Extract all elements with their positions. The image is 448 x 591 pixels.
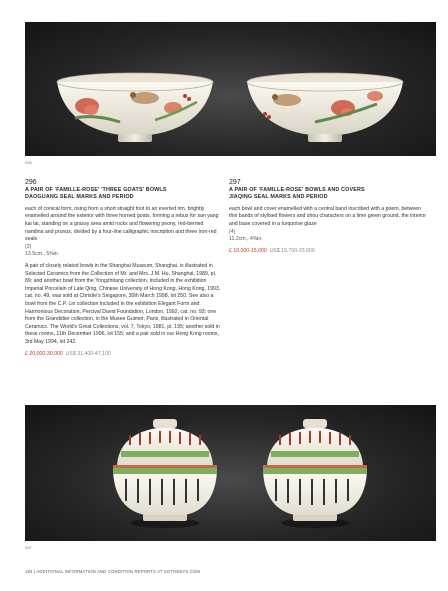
lot-quantity: (2): [25, 243, 32, 250]
right-goat-bowl: [247, 73, 403, 142]
lot-title: A PAIR OF 'FAMILLE-ROSE' BOWLS AND COVERS: [229, 187, 365, 193]
lot-estimate: [25, 351, 223, 359]
lot-title: A PAIR OF 'FAMILLE-ROSE' 'THREE GOATS' BOWLS: [25, 187, 167, 193]
figure-number-bottom: 297: [25, 545, 32, 550]
goat-bowls-illustration: [25, 22, 436, 156]
lot-296: [25, 178, 223, 358]
lot-description: each bowl and cover enamelled with a central band inscribed with a poem, between thin bands of stylised flowers and shou characters on a lime green ground, the interior and base covered in a turquoise glaze: [229, 205, 426, 227]
right-covered-bowl: [263, 419, 367, 528]
left-covered-bowl: [113, 419, 217, 528]
page-footer: 184 | ADDITIONAL INFORMATION AND CONDITION REPORTS AT SOTHEBYS.COM: [25, 569, 201, 574]
estimate-gbp: £ 20,000-30,000: [25, 350, 63, 357]
lot-subtitle: DAOGUANG SEAL MARKS AND PERIOD: [25, 194, 134, 201]
estimate-usd: US$ 15,700-23,600: [269, 247, 315, 254]
lot-number: 296: [25, 179, 37, 186]
lot-note: A pair of closely related bowls in the Shanghai Museum, Shanghai, is illustrated in Selected Ceramics from the Collection of Mr. and Mrs. J.M. Hu, Shanghai, 1989, pl. 89; and another bowl from the Yongzhitang collection, included in the exhibition Imperial Porcelain of Late Qing, Chinese University of Hong Kong, Hong Kong, 1993, cat. no. 49, was sold at Christie's Singapore, 30th March 1998, lot 250. See also a bowl from the C.P. Lin collection included in the exhibition Elegant Form and Harmonious Decoration, Percival David Foundation, London, 1992, cat. no. 93; one from the Grandidier collection, in the Musee Guimet, Paris, illustrated in Oriental Ceramics. The World's Great Collections, vol. 7, Tokyo, 1981, pl. 195; another sold in these rooms, 11th December 1996, lot 155; and a pair sold in our Hong Kong rooms, 3rd May 1994, lot 242.: [25, 262, 221, 345]
lot-description: each of conical form, rising from a short straight foot to an everted rim, brightly enamelled around the exterior with three horned goats, forming a rebus for san yang kai tai, standing on a grassy area amid rocks and flowering peony, red-berried nandina and prunus, divided by a four-line calligraphic inscription and three iron-red seals: [25, 205, 219, 243]
estimate-gbp: £ 10,000-15,000: [229, 247, 267, 254]
lot-number: 297: [229, 179, 241, 186]
lot-estimate: [229, 248, 427, 256]
covered-bowls-illustration: [25, 405, 436, 541]
left-goat-bowl: [57, 73, 213, 142]
lot-size: 11.2cm., 4⅜in.: [229, 236, 263, 243]
lot-quantity: (4): [229, 228, 236, 235]
lot-subtitle: JIAQING SEAL MARKS AND PERIOD: [229, 194, 328, 201]
photo-goat-bowls: [25, 22, 436, 156]
lot-297: [229, 178, 427, 255]
photo-covered-bowls: [25, 405, 436, 541]
lot-size: 13.5cm., 5⅜in.: [25, 251, 60, 258]
figure-number-top: 296: [25, 160, 32, 165]
estimate-usd: US$ 31,400-47,100: [65, 350, 111, 357]
